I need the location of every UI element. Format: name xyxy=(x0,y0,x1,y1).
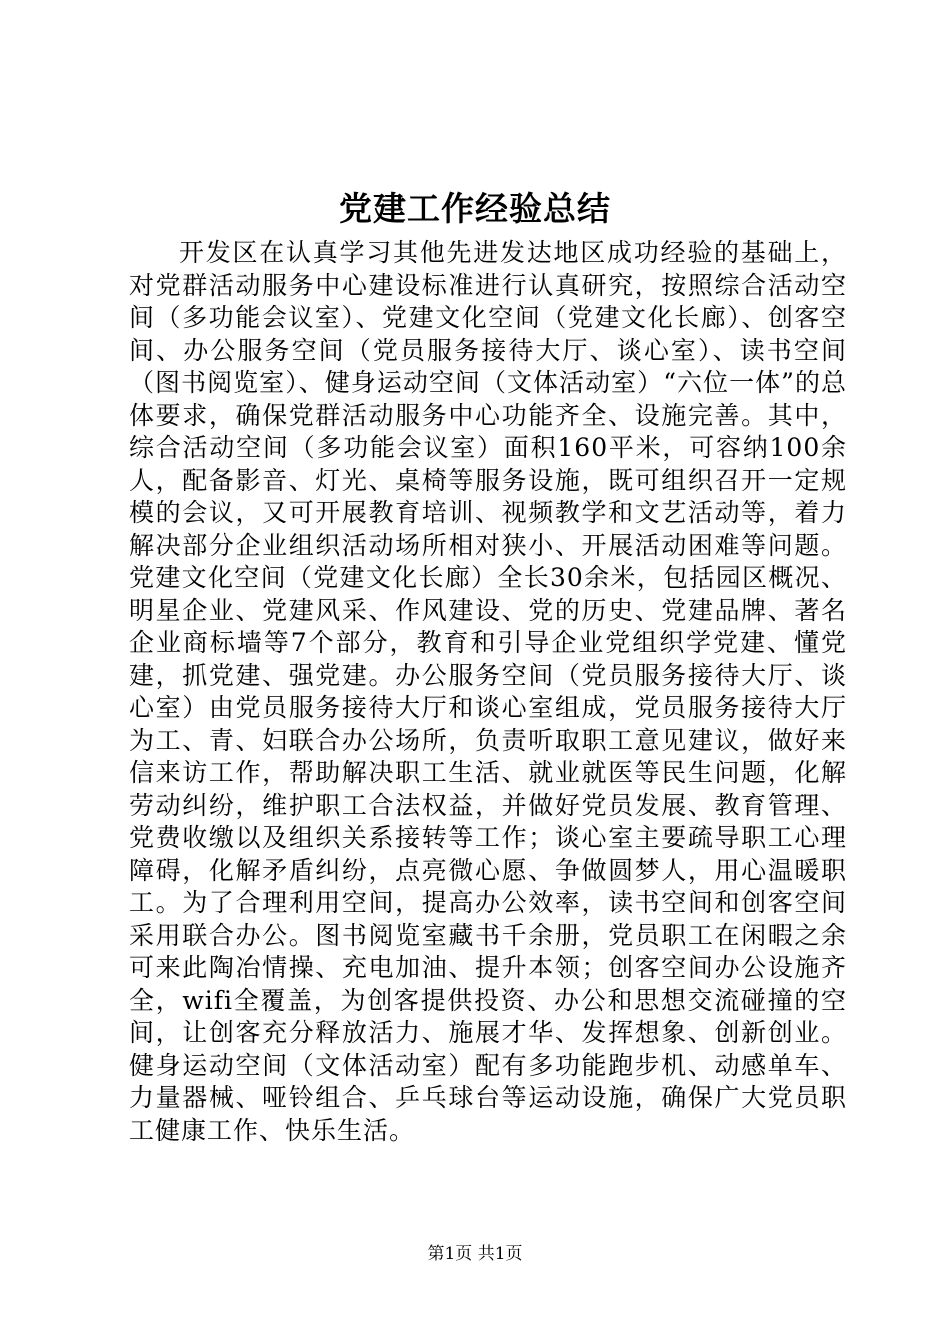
document-title: 党建工作经验总结 xyxy=(339,189,611,228)
page-number-footer: 第1页 共1页 xyxy=(427,1244,523,1264)
document-body-paragraph: 开发区在认真学习其他先进发达地区成功经验的基础上，对党群活动服务中心建设标准进行认真研究，按照综合活动空间（多功能会议室）、党建文化空间（党建文化长廊）、创客空间、办公服务空间（党员服务接待大厅、谈心室）、读书空间（图书阅览室）、健身运动空间（文体活动室）“六位一体”的总体要求，确保党群活动服务中心功能齐全、设施完善。其中，综合活动空间（多功能会议室）面积160平米，可容纳100余人，配备影音、灯光、桌椅等服务设施，既可组织召开一定规模的会议，又可开展教育培训、视频教学和文艺活动等，着力解决部分企业组织活动场所相对狭小、开展活动困难等问题。党建文化空间（党建文化长廊）全长30余米，包括园区概况、明星企业、党建风采、作风建设、党的历史、党建品牌、著名企业商标墙等7个部分，教育和引导企业党组织学党建、懂党建，抓党建、强党建。办公服务空间（党员服务接待大厅、谈心室）由党员服务接待大厅和谈心室组成，党员服务接待大厅为工、青、妇联合办公场所，负责听取职工意见建议，做好来信来访工作，帮助解决职工生活、就业就医等民生问题，化解劳动纠纷，维护职工合法权益，并做好党员发展、教育管理、党费收缴以及组织关系接转等工作；谈心室主要疏导职工心理障碍，化解矛盾纠纷，点亮微心愿、争做圆梦人，用心温暖职工。为了合理利用空间，提高办公效率，读书空间和创客空间采用联合办公。图书阅览室藏书千余册，党员职工在闲暇之余可来此陶冶情操、充电加油、提升本领；创客空间办公设施齐全，wifi全覆盖，为创客提供投资、办公和思想交流碰撞的空间，让创客充分释放活力、施展才华、发挥想象、创新创业。健身运动空间（文体活动室）配有多功能跑步机、动感单车、力量器械、哑铃组合、乒乓球台等运动设施，确保广大党员职工健康工作、快乐生活。 xyxy=(129,238,847,1145)
